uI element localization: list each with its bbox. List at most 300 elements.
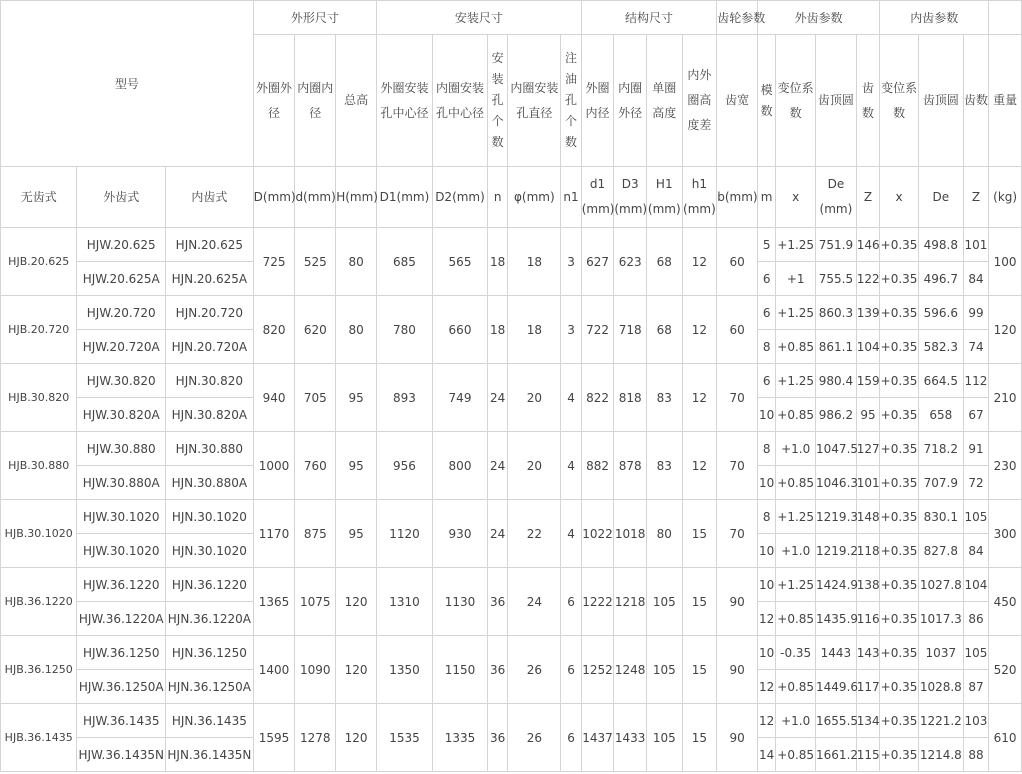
group-header-structure: 结构尺寸 xyxy=(581,1,716,35)
cell-model-internal: HJN.30.1020 xyxy=(166,500,254,534)
cell-int-tip-circle: 1037 xyxy=(918,636,963,670)
cell-int-shift-coef: +0.35 xyxy=(880,670,919,704)
cell-int-tooth-count: 86 xyxy=(963,602,989,636)
cell-hole-count: 36 xyxy=(488,568,508,636)
cell-model-internal: HJN.36.1435 xyxy=(166,704,254,738)
cell-outer-hole-center: 1350 xyxy=(376,636,432,704)
cell-inner-hole-center: 930 xyxy=(433,500,488,568)
cell-ext-shift-coef: +0.85 xyxy=(776,330,816,364)
cell-inner-hole-center: 660 xyxy=(433,296,488,364)
unit-b: b(mm) xyxy=(717,167,758,228)
cell-height-diff: 12 xyxy=(682,296,717,364)
cell-ext-tooth-count: 118 xyxy=(856,534,879,568)
cell-hole-count: 18 xyxy=(488,296,508,364)
cell-inner-hole-center: 1150 xyxy=(433,636,488,704)
cell-module: 6 xyxy=(757,262,775,296)
cell-ext-tip-circle: 980.4 xyxy=(816,364,857,398)
cell-hole-diameter: 24 xyxy=(508,568,561,636)
cell-ext-shift-coef: +0.85 xyxy=(776,398,816,432)
cell-model-none: HJB.20.625 xyxy=(1,228,77,296)
col-height-diff: 内外圈高度差 xyxy=(682,35,717,167)
cell-ext-shift-coef: +0.85 xyxy=(776,738,816,772)
cell-ext-tip-circle: 1047.5 xyxy=(816,432,857,466)
cell-int-tooth-count: 112 xyxy=(963,364,989,398)
cell-inner-ring-od: 818 xyxy=(614,364,647,432)
cell-ext-shift-coef: +1 xyxy=(776,262,816,296)
cell-oil-hole-count: 6 xyxy=(561,636,581,704)
cell-int-tip-circle: 664.5 xyxy=(918,364,963,398)
cell-tooth-width: 60 xyxy=(717,228,758,296)
cell-model-internal: HJN.36.1435N xyxy=(166,738,254,772)
cell-ext-tip-circle: 1219.2 xyxy=(816,534,857,568)
col-hole-count: 安装孔个数 xyxy=(488,35,508,167)
model-header: 型号 xyxy=(1,1,254,167)
cell-inner-diameter: 1278 xyxy=(295,704,336,772)
group-header-gear: 齿轮参数 xyxy=(717,1,758,35)
cell-int-tooth-count: 72 xyxy=(963,466,989,500)
cell-ext-tip-circle: 751.9 xyxy=(816,228,857,262)
cell-ext-tip-circle: 1443 xyxy=(816,636,857,670)
cell-total-height: 80 xyxy=(336,296,377,364)
cell-int-shift-coef: +0.35 xyxy=(880,602,919,636)
cell-model-internal: HJN.36.1250 xyxy=(166,636,254,670)
col-ext-tooth-count: 齿数 xyxy=(856,35,879,167)
cell-module: 10 xyxy=(757,466,775,500)
cell-int-tip-circle: 827.8 xyxy=(918,534,963,568)
cell-int-shift-coef: +0.35 xyxy=(880,432,919,466)
cell-int-tooth-count: 74 xyxy=(963,330,989,364)
unit-ext-Z: Z xyxy=(856,167,879,228)
cell-inner-diameter: 705 xyxy=(295,364,336,432)
cell-height-diff: 12 xyxy=(682,432,717,500)
cell-model-external: HJW.36.1435N xyxy=(77,738,166,772)
cell-outer-hole-center: 780 xyxy=(376,296,432,364)
cell-model-external: HJW.36.1220 xyxy=(77,568,166,602)
cell-inner-diameter: 760 xyxy=(295,432,336,500)
cell-single-ring-height: 105 xyxy=(646,568,682,636)
cell-outer-diameter: 1365 xyxy=(253,568,295,636)
unit-ext-De xyxy=(816,167,857,228)
cell-model-external: HJW.20.720 xyxy=(77,296,166,330)
cell-oil-hole-count: 4 xyxy=(561,364,581,432)
unit-ext-De-mm: (mm) xyxy=(819,202,853,216)
cell-int-shift-coef: +0.35 xyxy=(880,568,919,602)
cell-inner-ring-od: 623 xyxy=(614,228,647,296)
cell-height-diff: 15 xyxy=(682,568,717,636)
cell-ext-tooth-count: 148 xyxy=(856,500,879,534)
cell-model-external: HJW.30.820A xyxy=(77,398,166,432)
cell-weight: 210 xyxy=(989,364,1022,432)
cell-tooth-width: 70 xyxy=(717,364,758,432)
cell-model-external: HJW.30.820 xyxy=(77,364,166,398)
cell-outer-diameter: 1170 xyxy=(253,500,295,568)
cell-ext-tooth-count: 143 xyxy=(856,636,879,670)
cell-int-tip-circle: 1028.8 xyxy=(918,670,963,704)
cell-oil-hole-count: 3 xyxy=(561,296,581,364)
cell-module: 6 xyxy=(757,296,775,330)
cell-hole-diameter: 20 xyxy=(508,432,561,500)
cell-hole-count: 24 xyxy=(488,500,508,568)
cell-height-diff: 12 xyxy=(682,364,717,432)
cell-single-ring-height: 83 xyxy=(646,432,682,500)
cell-hole-diameter: 26 xyxy=(508,636,561,704)
cell-int-tip-circle: 830.1 xyxy=(918,500,963,534)
cell-oil-hole-count: 6 xyxy=(561,704,581,772)
cell-inner-diameter: 1090 xyxy=(295,636,336,704)
cell-model-internal: HJN.36.1220 xyxy=(166,568,254,602)
cell-int-shift-coef: +0.35 xyxy=(880,534,919,568)
unit-d: d(mm) xyxy=(295,167,336,228)
cell-hole-count: 18 xyxy=(488,228,508,296)
cell-outer-hole-center: 956 xyxy=(376,432,432,500)
cell-weight: 100 xyxy=(989,228,1022,296)
cell-tooth-width: 90 xyxy=(717,636,758,704)
cell-weight: 520 xyxy=(989,636,1022,704)
cell-outer-ring-id: 1252 xyxy=(581,636,614,704)
col-ext-tip-circle: 齿顶圆 xyxy=(816,35,857,167)
unit-d1-mm: (mm) xyxy=(581,202,615,216)
cell-ext-tooth-count: 146 xyxy=(856,228,879,262)
cell-tooth-width: 90 xyxy=(717,568,758,636)
table-row xyxy=(1,568,1022,602)
cell-single-ring-height: 105 xyxy=(646,636,682,704)
group-header-install: 安装尺寸 xyxy=(376,1,581,35)
cell-outer-hole-center: 685 xyxy=(376,228,432,296)
cell-outer-hole-center: 1310 xyxy=(376,568,432,636)
cell-model-internal: HJN.20.625A xyxy=(166,262,254,296)
cell-int-tip-circle: 718.2 xyxy=(918,432,963,466)
cell-oil-hole-count: 6 xyxy=(561,568,581,636)
cell-outer-diameter: 1595 xyxy=(253,704,295,772)
col-total-height: 总高 xyxy=(336,35,377,167)
unit-phi: φ(mm) xyxy=(508,167,561,228)
unit-D2: D2(mm) xyxy=(433,167,488,228)
cell-module: 12 xyxy=(757,670,775,704)
unit-int-De: De xyxy=(918,167,963,228)
cell-model-external: HJW.30.880 xyxy=(77,432,166,466)
cell-height-diff: 15 xyxy=(682,500,717,568)
cell-hole-count: 24 xyxy=(488,432,508,500)
cell-ext-tip-circle: 1219.3 xyxy=(816,500,857,534)
cell-int-tip-circle: 596.6 xyxy=(918,296,963,330)
table-row xyxy=(1,228,1022,262)
unit-H: H(mm) xyxy=(336,167,377,228)
cell-inner-ring-od: 1433 xyxy=(614,704,647,772)
cell-ext-shift-coef: +0.85 xyxy=(776,602,816,636)
cell-int-shift-coef: +0.35 xyxy=(880,466,919,500)
cell-model-internal: HJN.36.1250A xyxy=(166,670,254,704)
unit-D3 xyxy=(614,167,647,228)
cell-total-height: 95 xyxy=(336,500,377,568)
cell-int-tip-circle: 582.3 xyxy=(918,330,963,364)
cell-ext-shift-coef: -0.35 xyxy=(776,636,816,670)
col-oil-hole-count: 注油孔个数 xyxy=(561,35,581,167)
unit-ext-x: x xyxy=(776,167,816,228)
col-ext-shift-coef: 变位系数 xyxy=(776,35,816,167)
col-int-tooth-count: 齿数 xyxy=(963,35,989,167)
unit-m: m xyxy=(757,167,775,228)
cell-int-tooth-count: 104 xyxy=(963,568,989,602)
unit-H1 xyxy=(646,167,682,228)
cell-inner-ring-od: 878 xyxy=(614,432,647,500)
unit-H1-mm: (mm) xyxy=(647,202,681,216)
cell-total-height: 120 xyxy=(336,636,377,704)
cell-model-external: HJW.36.1435 xyxy=(77,704,166,738)
cell-int-tip-circle: 1214.8 xyxy=(918,738,963,772)
table-row xyxy=(1,636,1022,670)
cell-hole-diameter: 20 xyxy=(508,364,561,432)
cell-model-internal: HJN.30.820A xyxy=(166,398,254,432)
cell-outer-hole-center: 1120 xyxy=(376,500,432,568)
cell-module: 10 xyxy=(757,398,775,432)
cell-int-shift-coef: +0.35 xyxy=(880,330,919,364)
cell-total-height: 120 xyxy=(336,568,377,636)
cell-hole-count: 36 xyxy=(488,636,508,704)
cell-single-ring-height: 68 xyxy=(646,228,682,296)
cell-inner-hole-center: 1335 xyxy=(433,704,488,772)
cell-model-external: HJW.20.625 xyxy=(77,228,166,262)
cell-model-none: HJB.36.1250 xyxy=(1,636,77,704)
cell-hole-diameter: 18 xyxy=(508,228,561,296)
group-header-external-gear: 外齿参数 xyxy=(757,1,879,35)
cell-model-none: HJB.36.1220 xyxy=(1,568,77,636)
unit-d1 xyxy=(581,167,614,228)
cell-ext-tooth-count: 116 xyxy=(856,602,879,636)
col-inner-diameter: 内圈内径 xyxy=(295,35,336,167)
unit-h1 xyxy=(682,167,717,228)
col-outer-ring-id: 外圈内径 xyxy=(581,35,614,167)
cell-total-height: 120 xyxy=(336,704,377,772)
cell-int-shift-coef: +0.35 xyxy=(880,262,919,296)
cell-ext-tip-circle: 1661.2 xyxy=(816,738,857,772)
cell-inner-diameter: 525 xyxy=(295,228,336,296)
cell-oil-hole-count: 3 xyxy=(561,228,581,296)
cell-height-diff: 15 xyxy=(682,636,717,704)
col-inner-ring-od: 内圈外径 xyxy=(614,35,647,167)
cell-ext-shift-coef: +0.85 xyxy=(776,670,816,704)
cell-module: 12 xyxy=(757,704,775,738)
cell-module: 8 xyxy=(757,432,775,466)
cell-model-internal: HJN.20.720A xyxy=(166,330,254,364)
cell-model-none: HJB.30.1020 xyxy=(1,500,77,568)
cell-tooth-width: 70 xyxy=(717,432,758,500)
cell-module: 5 xyxy=(757,228,775,262)
cell-module: 10 xyxy=(757,636,775,670)
cell-int-shift-coef: +0.35 xyxy=(880,500,919,534)
cell-int-tooth-count: 105 xyxy=(963,636,989,670)
col-weight: 重量 xyxy=(989,35,1022,167)
cell-weight: 300 xyxy=(989,500,1022,568)
cell-int-tooth-count: 99 xyxy=(963,296,989,330)
col-int-shift-coef: 变位系数 xyxy=(880,35,919,167)
cell-ext-tooth-count: 122 xyxy=(856,262,879,296)
cell-outer-ring-id: 882 xyxy=(581,432,614,500)
cell-module: 10 xyxy=(757,568,775,602)
cell-inner-diameter: 875 xyxy=(295,500,336,568)
cell-module: 8 xyxy=(757,330,775,364)
cell-model-internal: HJN.20.625 xyxy=(166,228,254,262)
cell-ext-tooth-count: 139 xyxy=(856,296,879,330)
cell-int-shift-coef: +0.35 xyxy=(880,738,919,772)
cell-int-tooth-count: 101 xyxy=(963,228,989,262)
cell-model-internal: HJN.30.880A xyxy=(166,466,254,500)
cell-total-height: 95 xyxy=(336,364,377,432)
cell-model-external: HJW.30.1020 xyxy=(77,534,166,568)
cell-int-shift-coef: +0.35 xyxy=(880,296,919,330)
cell-outer-diameter: 820 xyxy=(253,296,295,364)
cell-model-internal: HJN.30.820 xyxy=(166,364,254,398)
cell-inner-hole-center: 565 xyxy=(433,228,488,296)
cell-int-tip-circle: 1027.8 xyxy=(918,568,963,602)
cell-int-tooth-count: 84 xyxy=(963,534,989,568)
cell-outer-diameter: 940 xyxy=(253,364,295,432)
cell-model-external: HJW.36.1250A xyxy=(77,670,166,704)
table-row xyxy=(1,296,1022,330)
cell-hole-count: 24 xyxy=(488,364,508,432)
cell-inner-ring-od: 1218 xyxy=(614,568,647,636)
group-header-internal-gear: 内齿参数 xyxy=(880,1,989,35)
cell-weight: 450 xyxy=(989,568,1022,636)
cell-int-tooth-count: 91 xyxy=(963,432,989,466)
cell-outer-hole-center: 1535 xyxy=(376,704,432,772)
cell-ext-shift-coef: +1.25 xyxy=(776,364,816,398)
cell-tooth-width: 70 xyxy=(717,500,758,568)
col-type-external: 外齿式 xyxy=(77,167,166,228)
cell-weight: 610 xyxy=(989,704,1022,772)
cell-inner-ring-od: 1018 xyxy=(614,500,647,568)
cell-outer-ring-id: 1437 xyxy=(581,704,614,772)
cell-model-none: HJB.36.1435 xyxy=(1,704,77,772)
cell-int-tooth-count: 105 xyxy=(963,500,989,534)
cell-ext-shift-coef: +0.85 xyxy=(776,466,816,500)
cell-ext-shift-coef: +1.0 xyxy=(776,432,816,466)
cell-inner-diameter: 620 xyxy=(295,296,336,364)
cell-module: 14 xyxy=(757,738,775,772)
cell-module: 12 xyxy=(757,602,775,636)
cell-outer-ring-id: 1222 xyxy=(581,568,614,636)
cell-ext-shift-coef: +1.0 xyxy=(776,534,816,568)
blank-header xyxy=(989,1,1022,35)
cell-model-external: HJW.36.1220A xyxy=(77,602,166,636)
cell-ext-tip-circle: 1046.3 xyxy=(816,466,857,500)
cell-module: 6 xyxy=(757,364,775,398)
unit-n1: n1 xyxy=(561,167,581,228)
cell-model-internal: HJN.30.880 xyxy=(166,432,254,466)
cell-ext-shift-coef: +1.25 xyxy=(776,500,816,534)
table-row xyxy=(1,364,1022,398)
cell-ext-tooth-count: 134 xyxy=(856,704,879,738)
unit-int-Z: Z xyxy=(963,167,989,228)
unit-h1-mm: (mm) xyxy=(683,202,716,216)
cell-module: 10 xyxy=(757,534,775,568)
cell-int-shift-coef: +0.35 xyxy=(880,398,919,432)
cell-hole-count: 36 xyxy=(488,704,508,772)
cell-outer-ring-id: 627 xyxy=(581,228,614,296)
cell-int-tip-circle: 1221.2 xyxy=(918,704,963,738)
col-single-ring-height: 单圈高度 xyxy=(646,35,682,167)
cell-int-tooth-count: 84 xyxy=(963,262,989,296)
cell-model-external: HJW.30.880A xyxy=(77,466,166,500)
cell-outer-diameter: 1400 xyxy=(253,636,295,704)
cell-height-diff: 15 xyxy=(682,704,717,772)
cell-outer-hole-center: 893 xyxy=(376,364,432,432)
cell-single-ring-height: 83 xyxy=(646,364,682,432)
cell-ext-tip-circle: 861.1 xyxy=(816,330,857,364)
cell-ext-tooth-count: 115 xyxy=(856,738,879,772)
cell-int-shift-coef: +0.35 xyxy=(880,228,919,262)
unit-D3-mm: (mm) xyxy=(614,202,648,216)
col-tooth-width: 齿宽 xyxy=(717,35,758,167)
cell-inner-hole-center: 749 xyxy=(433,364,488,432)
cell-single-ring-height: 68 xyxy=(646,296,682,364)
cell-ext-shift-coef: +1.25 xyxy=(776,296,816,330)
cell-ext-tip-circle: 1449.6 xyxy=(816,670,857,704)
cell-model-internal: HJN.20.720 xyxy=(166,296,254,330)
cell-hole-diameter: 26 xyxy=(508,704,561,772)
cell-hole-diameter: 22 xyxy=(508,500,561,568)
unit-d1-symbol: d1 xyxy=(589,177,606,191)
cell-inner-diameter: 1075 xyxy=(295,568,336,636)
cell-tooth-width: 90 xyxy=(717,704,758,772)
cell-ext-tip-circle: 1424.9 xyxy=(816,568,857,602)
cell-ext-tooth-count: 104 xyxy=(856,330,879,364)
cell-single-ring-height: 105 xyxy=(646,704,682,772)
cell-tooth-width: 60 xyxy=(717,296,758,364)
col-type-none: 无齿式 xyxy=(1,167,77,228)
col-int-tip-circle: 齿顶圆 xyxy=(918,35,963,167)
cell-ext-tip-circle: 986.2 xyxy=(816,398,857,432)
cell-ext-shift-coef: +1.25 xyxy=(776,568,816,602)
cell-weight: 120 xyxy=(989,296,1022,364)
cell-total-height: 95 xyxy=(336,432,377,500)
cell-ext-tooth-count: 127 xyxy=(856,432,879,466)
col-outer-hole-center: 外圈安装孔中心径 xyxy=(376,35,432,167)
cell-ext-tooth-count: 101 xyxy=(856,466,879,500)
cell-int-tooth-count: 87 xyxy=(963,670,989,704)
unit-H1-symbol: H1 xyxy=(655,177,673,191)
col-type-internal: 内齿式 xyxy=(166,167,254,228)
cell-model-none: HJB.30.820 xyxy=(1,364,77,432)
cell-int-tip-circle: 1017.3 xyxy=(918,602,963,636)
cell-inner-ring-od: 718 xyxy=(614,296,647,364)
cell-int-tip-circle: 496.7 xyxy=(918,262,963,296)
spec-table-body xyxy=(1,228,1022,772)
cell-int-tooth-count: 88 xyxy=(963,738,989,772)
cell-outer-ring-id: 1022 xyxy=(581,500,614,568)
cell-outer-ring-id: 722 xyxy=(581,296,614,364)
unit-D: D(mm) xyxy=(253,167,295,228)
cell-height-diff: 12 xyxy=(682,228,717,296)
cell-outer-diameter: 1000 xyxy=(253,432,295,500)
cell-model-external: HJW.20.720A xyxy=(77,330,166,364)
col-inner-hole-center: 内圈安装孔中心径 xyxy=(433,35,488,167)
cell-outer-diameter: 725 xyxy=(253,228,295,296)
table-row xyxy=(1,704,1022,738)
cell-model-external: HJW.36.1250 xyxy=(77,636,166,670)
cell-single-ring-height: 80 xyxy=(646,500,682,568)
cell-ext-tip-circle: 860.3 xyxy=(816,296,857,330)
cell-ext-tooth-count: 117 xyxy=(856,670,879,704)
cell-int-shift-coef: +0.35 xyxy=(880,704,919,738)
cell-model-internal: HJN.30.1020 xyxy=(166,534,254,568)
cell-ext-tip-circle: 755.5 xyxy=(816,262,857,296)
cell-int-tooth-count: 67 xyxy=(963,398,989,432)
cell-ext-tooth-count: 159 xyxy=(856,364,879,398)
table-row xyxy=(1,500,1022,534)
cell-model-none: HJB.20.720 xyxy=(1,296,77,364)
cell-inner-hole-center: 800 xyxy=(433,432,488,500)
cell-outer-ring-id: 822 xyxy=(581,364,614,432)
